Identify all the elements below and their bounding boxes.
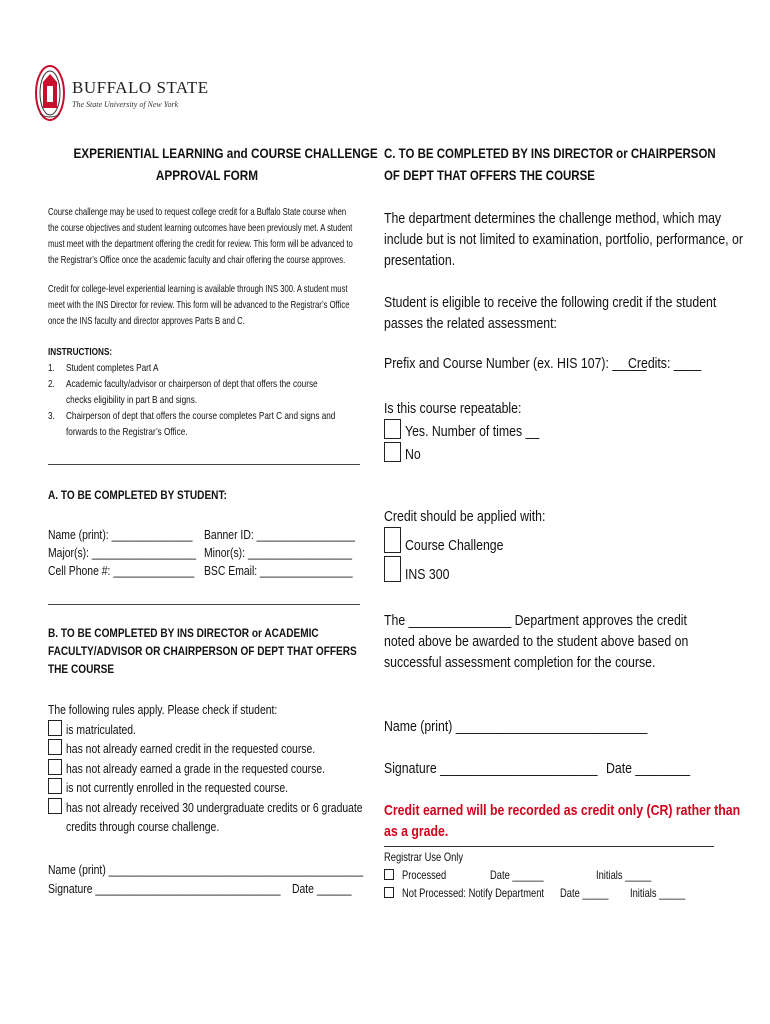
repeatable-no-option[interactable] [384,442,569,465]
paragraph-line: Course challenge may be used to request college credit for a Buffalo State course when [48,206,347,218]
rule-item [48,739,437,759]
approval-line: noted above be awarded to the student above based on [384,633,689,650]
banner-id-field[interactable]: Banner ID: _________________ [204,527,355,542]
ins-300-checkbox[interactable] [384,556,401,582]
prefix-course-number-field[interactable]: Prefix and Course Number (ex. HIS 107): _____ [384,355,647,372]
course-challenge-option[interactable] [384,527,581,556]
registrar-use-block [384,848,714,908]
processed-box-icon[interactable] [384,869,394,880]
registrar-heading: Registrar Use Only [384,850,464,864]
rule-text: is matriculated. [66,721,136,737]
section-b-title-line: B. TO BE COMPLETED BY INS DIRECTOR or ACADEMIC [48,626,319,640]
approval-line[interactable]: The _______________ Department approves the credit [384,612,687,629]
minors-field[interactable]: Minor(s): __________________ [204,545,353,560]
logo-subtitle: The State University of New York [72,100,179,109]
rule-item [48,720,437,740]
chair-name-row [384,716,705,737]
no-checkbox[interactable] [384,442,401,462]
department-approval-paragraph [384,610,755,673]
section-b-title-line: THE COURSE [48,662,115,676]
rule-checkbox[interactable] [48,720,62,736]
advisor-name-field[interactable]: Name (print) ____________________________________________ [48,862,364,877]
rule-checkbox[interactable] [48,739,62,755]
not-processed-initials[interactable]: Initials _____ [630,886,686,900]
rule-text: has not already earned credit in the requested course. [66,741,316,756]
section-c-title-line: C. TO BE COMPLETED BY INS DIRECTOR or CHAIRPERSON [384,145,716,161]
notice-line: Credit earned will be recorded as credit only (CR) rather than [384,802,741,819]
processed-label: Processed [402,868,447,882]
rule-checkbox[interactable] [48,759,62,775]
rule-text: has not already earned a grade in the requested course. [66,760,326,776]
no-label: No [405,446,421,463]
buffalo-state-logo [34,64,209,124]
form-title-line2: APPROVAL FORM [155,167,259,183]
left-form-title [48,142,378,186]
instruction-text: Student completes Part A [66,362,159,374]
name-print-field[interactable]: Name (print): ______________ [48,527,193,542]
instruction-text: checks eligibility in part B and signs. [66,394,198,406]
not-processed-label: Not Processed: Notify Department [402,886,545,900]
challenge-method-paragraph [384,208,770,271]
paragraph-line: passes the related assessment: [384,315,557,332]
eligibility-rules [48,700,437,837]
chair-date-field[interactable]: Date ________ [606,760,691,777]
advisor-date-field[interactable]: Date ______ [292,881,352,896]
logo-name: BUFFALO STATE [72,78,209,97]
instruction-number: 2. [48,378,55,390]
processed-date[interactable]: Date ______ [490,868,544,882]
credit-applied-question [384,506,581,585]
rule-checkbox[interactable] [48,778,62,794]
section-a-fields [48,526,368,582]
chair-signature-field[interactable]: Signature _______________________ [384,760,598,777]
not-processed-date[interactable]: Date _____ [560,886,609,900]
rule-checkbox[interactable] [48,798,62,814]
paragraph-line: Credit for college-level experiential learning is available through INS 300. A student must [48,283,348,295]
instruction-text: Academic faculty/advisor or chairperson of dept that offers the course [66,378,318,390]
yes-checkbox[interactable] [384,419,401,439]
course-challenge-label: Course Challenge [405,537,504,554]
divider [48,464,360,465]
section-c-heading [384,142,770,186]
bsc-email-field[interactable]: BSC Email: ________________ [204,563,353,578]
section-c-title-line: OF DEPT THAT OFFERS THE COURSE [384,167,595,183]
processed-row [384,866,459,884]
paragraph-line: the Registrar’s Office once the academic faculty and chair offering the course approves. [48,254,346,266]
credit-applied-label: Credit should be applied with: [384,508,546,525]
divider [48,604,360,605]
processed-initials[interactable]: Initials _____ [596,868,652,882]
paragraph-line: once the INS faculty and director approves Parts B and C. [48,315,245,327]
advisor-signature-field[interactable]: Signature ________________________________ [48,881,281,896]
rule-text-continued: credits through course challenge. [66,819,220,834]
rule-item [48,778,437,798]
repeatable-label: Is this course repeatable: [384,400,522,417]
section-a-heading [48,488,261,502]
chair-name-field[interactable]: Name (print) ____________________________ [384,718,648,735]
rule-item [48,759,437,779]
rule-item [48,798,437,818]
rule-text: is not currently enrolled in the requested course. [66,780,288,795]
paragraph-line: presentation. [384,252,456,269]
seal-icon [34,64,66,122]
repeatable-yes-option[interactable] [384,419,569,442]
section-b-heading [48,624,416,678]
instruction-text: forwards to the Registrar’s Office. [66,426,188,438]
instruction-number: 1. [48,362,55,374]
ins-300-option[interactable] [384,556,581,585]
repeatable-question [384,398,569,465]
approval-line: successful assessment completion for the course. [384,654,656,671]
paragraph-line: Student is eligible to receive the following credit if the student [384,294,717,311]
majors-field[interactable]: Major(s): __________________ [48,545,197,560]
section-b-title-line: FACULTY/ADVISOR OR CHAIRPERSON OF DEPT THAT OFFERS [48,644,357,658]
section-b-signature [48,860,368,900]
credit-only-notice [384,800,770,842]
not-processed-box-icon[interactable] [384,887,394,898]
ins-300-label: INS 300 [405,566,450,583]
eligibility-paragraph [384,292,770,334]
paragraph-line: include but is not limited to examination, portfolio, performance, or [384,231,743,248]
chair-signature-row [384,758,714,780]
instructions [48,344,368,442]
instruction-text: Chairperson of dept that offers the course completes Part C and signs and [66,410,336,422]
course-number-row [384,353,714,375]
paragraph-line: the course objectives and student learning outcomes have been previously met. A student [48,222,353,234]
cell-phone-field[interactable]: Cell Phone #: ______________ [48,563,195,578]
section-a-title: A. TO BE COMPLETED BY STUDENT: [48,488,227,502]
form-title-line1: EXPERIENTIAL LEARNING and COURSE CHALLENGE [73,145,378,161]
credits-field[interactable]: Credits: ____ [628,355,702,372]
yes-label: Yes. Number of times __ [405,423,540,440]
registrar-divider [384,846,714,847]
paragraph-line: meet with the INS Director for review. This form will be advanced to the Registrar’s Office [48,299,350,311]
instruction-number: 3. [48,410,55,422]
not-processed-row [384,884,584,902]
course-challenge-checkbox[interactable] [384,527,401,553]
notice-line: as a grade. [384,823,449,840]
rule-text: has not already received 30 undergraduate credits or 6 graduate [66,799,363,815]
paragraph-line: must meet with the department offering the credit for review. This form will be advanced to [48,238,353,250]
rules-intro: The following rules apply. Please check if student: [48,702,278,717]
instructions-heading: INSTRUCTIONS: [48,346,113,358]
paragraph-line: The department determines the challenge method, which may [384,210,722,227]
